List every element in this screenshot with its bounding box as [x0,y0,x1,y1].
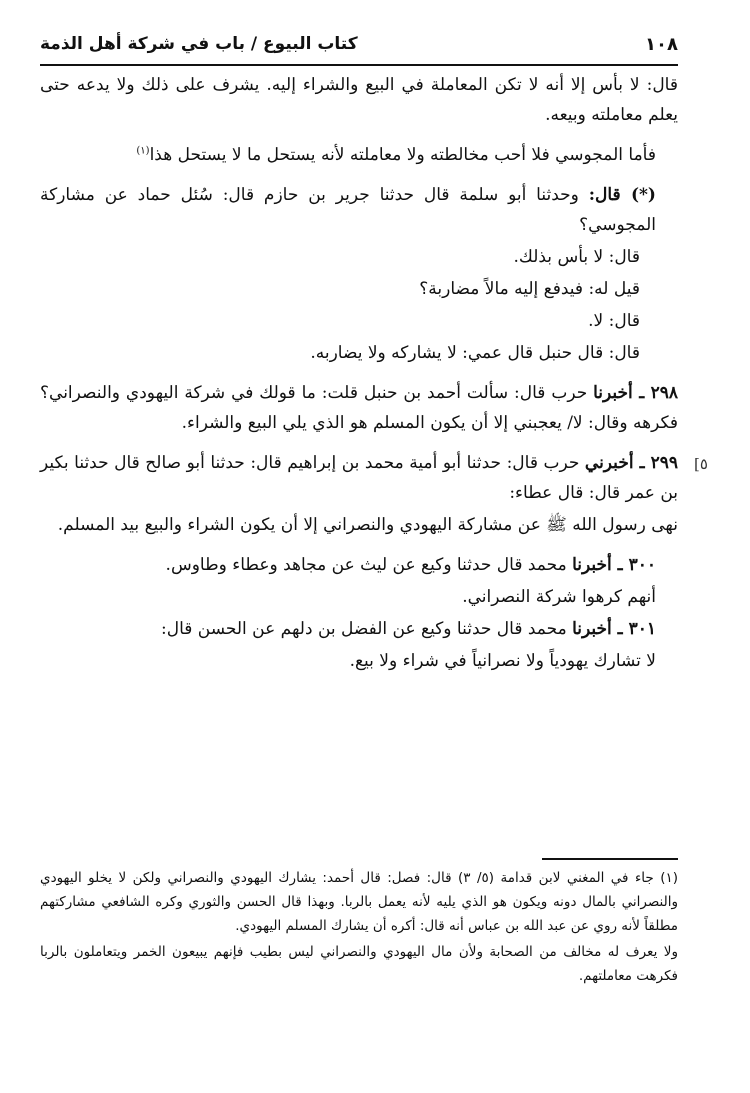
main-text [40,70,678,678]
hadith-298: ٢٩٨ ـ أخبرنا حرب قال: سألت أحمد بن حنبل قلت: ما قولك في شركة اليهودي والنصراني؟ فكرهه وقال: لا/ يعجبني إلا أن يكون المسلم هو الذي يلي البيع والشراء. [40,383,678,433]
footnote-1-continued: ولا يعرف له مخالف من الصحابة ولأن مال اليهودي والنصراني ليس بطيب فإنهم يبيعون الخمر ويتعاملون بالربا فكرهت معاملتهم. [40,944,678,984]
hadith-301: ٣٠١ ـ أخبرنا محمد قال حدثنا وكيع عن الفضل بن دلهم عن الحسن قال: [160,619,656,639]
margin-note: [٥ [694,455,708,473]
paragraph-12: أنهم كرهوا شركة النصراني. [462,587,656,607]
paragraph-14: لا تشارك يهودياً ولا نصرانياً في شراء ولا بيع. [349,651,656,671]
paragraph-1: قال: لا بأس إلا أنه لا تكن المعاملة في البيع والشراء إليه. يشرف على ذلك ولا يدعه حتى يعلم معاملته وبيعه. [40,75,678,125]
paragraph-2: فأما المجوسي فلا أحب مخالطته ولا معاملته لأنه يستحل ما لا يستحل هذا$^{(١)}$ [136,145,656,165]
paragraph-7: قال: قال حنبل قال عمي: لا يشاركه ولا يضاربه. [310,343,640,363]
page-number: ١٠٨ [645,34,678,55]
paragraph-10: نهى رسول الله ﷺ عن مشاركة اليهودي والنصراني إلا أن يكون الشراء والبيع بيد المسلم. [57,515,678,535]
running-title: كتاب البيوع / باب في شركة أهل الذمة [40,34,358,54]
footnotes [40,866,678,990]
footnote-ref: (١) [136,145,150,157]
hadith-300: ٣٠٠ ـ أخبرنا محمد قال حدثنا وكيع عن ليث عن مجاهد وعطاء وطاوس. [165,555,656,575]
footnote-1: (١) جاء في المغني لابن قدامة (٥/ ٣) قال: فصل: قال أحمد: يشارك اليهودي والنصراني ولكن لا يخلو اليهودي والنصراني بالمال دونه ويكون هو الذي يليه لأنه يعمل بالربا. وبهذا قال الحسن والثوري وكره الشافعي مشاركتهم مطلقاً لأنه روي عن عبد الله بن عباس أنه قال: أكره أن يشارك المسلم اليهودي. [40,870,679,934]
paragraph-4: قال: لا بأس بذلك. [513,247,640,267]
paragraph-3: (*) قال: وحدثنا أبو سلمة قال حدثنا جرير بن حازم قال: سُئل حماد عن مشاركة المجوسي؟ [40,185,656,235]
page-header [40,30,678,66]
hadith-299: ٢٩٩ ـ أخبرني حرب قال: حدثنا أبو أمية محمد بن إبراهيم قال: حدثنا أبو صالح قال حدثنا بكير بن عمر قال: قال عطاء: [40,453,678,503]
paragraph-5: قيل له: فيدفع إليه مالاً مضاربة؟ [419,279,640,299]
footnote-divider [542,858,678,860]
paragraph-6: قال: لا. [588,311,640,331]
